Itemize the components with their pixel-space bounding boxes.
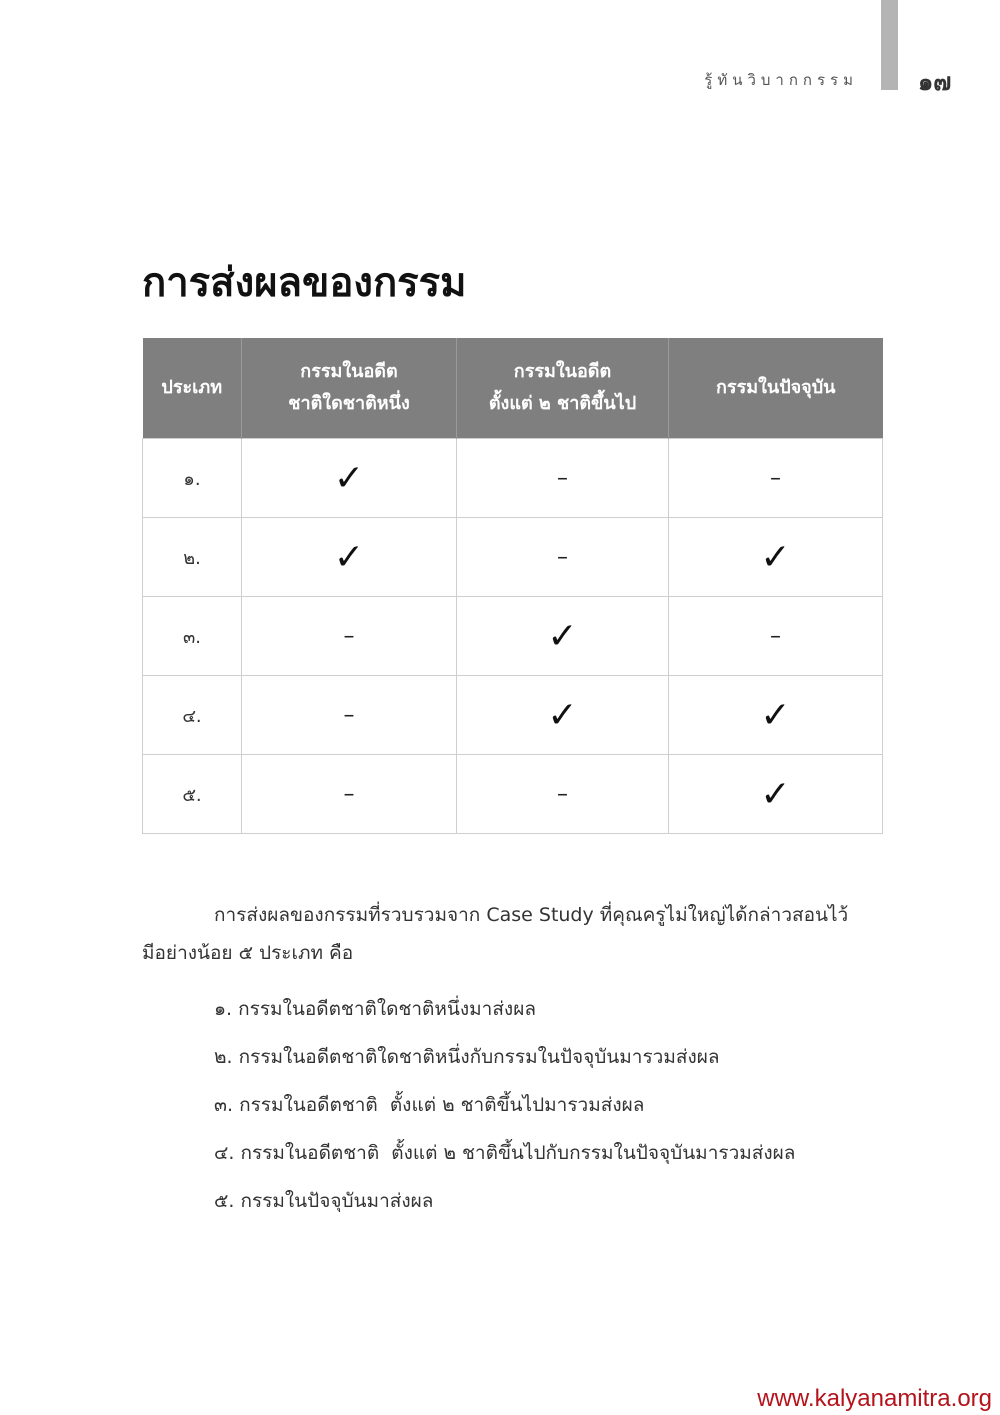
dash-mark: – (343, 781, 355, 807)
row-mark-cell (457, 676, 669, 755)
karma-type-list (214, 990, 795, 1230)
type-number: ๔. (182, 705, 202, 727)
table-row (143, 518, 883, 597)
header-line: กรรมในอดีต (513, 361, 612, 382)
header-line: ประเภท (161, 377, 223, 398)
list-item: ๓. กรรมในอดีตชาติ ตั้งแต่ ๒ ชาติขึ้นไปมารวมส่งผล (214, 1094, 645, 1116)
type-number: ๑. (183, 468, 201, 490)
intro-paragraph (142, 896, 862, 972)
check-mark-icon: ✓ (547, 694, 578, 736)
header-type (143, 338, 242, 439)
check-mark-icon: ✓ (333, 457, 365, 499)
table-row (143, 597, 883, 676)
dash-mark: – (557, 544, 568, 570)
dash-mark: – (557, 465, 568, 491)
check-mark-icon: ✓ (760, 694, 791, 736)
row-mark-cell (242, 755, 457, 834)
row-mark-cell (242, 518, 457, 597)
row-type-label (143, 755, 242, 834)
row-type-label (143, 676, 242, 755)
header-past-multiple-lives (457, 338, 669, 439)
list-item: ๕. กรรมในปัจจุบันมาส่งผล (214, 1190, 434, 1212)
book-title: รู้ทันวิบากกรรม (704, 71, 858, 89)
table-row (143, 676, 883, 755)
row-mark-cell (669, 439, 883, 518)
row-mark-cell (669, 755, 883, 834)
check-mark-icon: ✓ (333, 536, 365, 578)
paragraph-line: มีอย่างน้อย ๕ ประเภท คือ (142, 942, 354, 964)
row-mark-cell (457, 439, 669, 518)
check-mark-icon: ✓ (760, 773, 791, 815)
row-type-label (143, 439, 242, 518)
row-type-label (143, 597, 242, 676)
type-number: ๓. (182, 626, 202, 648)
table-header-row (143, 338, 883, 439)
row-mark-cell (669, 597, 883, 676)
row-mark-cell (242, 676, 457, 755)
table-row (143, 755, 883, 834)
header-line: กรรมในอดีต (300, 361, 398, 382)
type-number: ๒. (183, 547, 201, 569)
header-bar (881, 0, 898, 90)
type-number: ๕. (182, 784, 202, 806)
list-item: ๔. กรรมในอดีตชาติ ตั้งแต่ ๒ ชาติขึ้นไปกับกรรมในปัจจุบันมารวมส่งผล (214, 1142, 796, 1164)
row-mark-cell (669, 518, 883, 597)
list-item: ๑. กรรมในอดีตชาติใดชาติหนึ่งมาส่งผล (214, 998, 536, 1020)
list-item: ๒. กรรมในอดีตชาติใดชาติหนึ่งกับกรรมในปัจจุบันมารวมส่งผล (214, 1046, 720, 1068)
row-mark-cell (457, 518, 669, 597)
dash-mark: – (770, 465, 781, 491)
page-number: ๑๗ (918, 68, 952, 96)
paragraph-line: การส่งผลของกรรมที่รวบรวมจาก Case Study ที่คุณครูไม่ใหญ่ได้กล่าวสอนไว้ (214, 904, 849, 926)
page-title: การส่งผลของกรรม (142, 260, 467, 306)
header-line: กรรมในปัจจุบัน (716, 377, 836, 398)
row-mark-cell (669, 676, 883, 755)
dash-mark: – (770, 623, 781, 649)
row-mark-cell (457, 755, 669, 834)
dash-mark: – (557, 781, 568, 807)
table-body (143, 439, 883, 834)
dash-mark: – (343, 702, 355, 728)
table-row (143, 439, 883, 518)
row-mark-cell (242, 597, 457, 676)
dash-mark: – (343, 623, 355, 649)
row-mark-cell (457, 597, 669, 676)
karma-effects-table (142, 338, 883, 834)
header-line: ชาติใดชาติหนึ่ง (288, 393, 410, 414)
header-present (669, 338, 883, 439)
check-mark-icon: ✓ (547, 615, 578, 657)
website-url: www.kalyanamitra.org (757, 1385, 992, 1412)
row-type-label (143, 518, 242, 597)
check-mark-icon: ✓ (760, 536, 791, 578)
header-line: ตั้งแต่ ๒ ชาติขึ้นไป (488, 393, 637, 414)
row-mark-cell (242, 439, 457, 518)
header-past-one-life (242, 338, 457, 439)
